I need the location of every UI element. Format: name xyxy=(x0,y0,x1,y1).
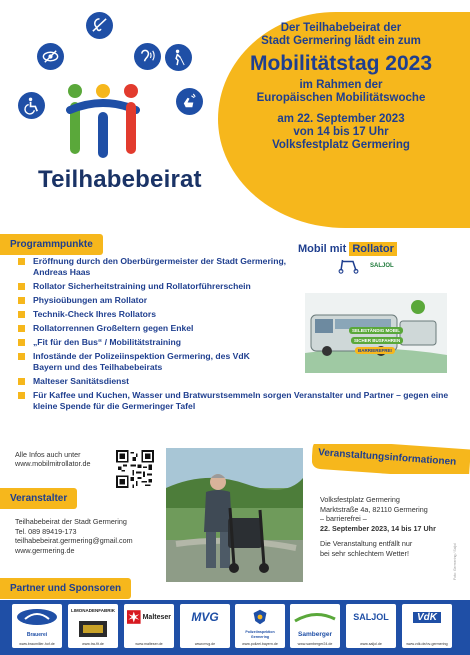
vdk-logo-icon xyxy=(405,607,449,627)
sponsor-name: LIMONADENFABRIK xyxy=(71,608,115,613)
sponsor-polizei[interactable] xyxy=(235,604,285,648)
mobil-mit-rollator-logo xyxy=(298,237,416,279)
hearing-impaired-icon xyxy=(134,43,161,70)
header-line-2: Stadt Germering lädt ein zum xyxy=(261,35,421,47)
header-line-3: im Rahmen der xyxy=(299,79,383,91)
event-info xyxy=(320,495,436,558)
bus-sign-1: SELBSTÄNDIG MOBIL xyxy=(349,327,403,334)
rollator-logo-text-1: Mobil mit xyxy=(298,243,347,255)
photo-credit: Foto: Germering / Saljol xyxy=(453,543,457,580)
bus-sign-3: BARRIEREFREI xyxy=(355,347,395,354)
rollator-icon xyxy=(338,257,368,275)
program-item: „Fit für den Bus“ / Mobilitätstraining xyxy=(18,337,438,348)
info-links xyxy=(15,450,91,468)
header-place: Volksfestplatz Germering xyxy=(272,139,410,151)
event-address: Marktstraße 4a, 82110 Germering xyxy=(320,504,428,514)
info-line: Alle Infos auch unter xyxy=(15,450,81,459)
program-item: Rollatorrennen Großeltern gegen Enkel xyxy=(18,323,438,334)
samberger-logo-icon xyxy=(293,607,337,627)
organizer-email-link[interactable]: teilhabebeirat.germering@gmail.com xyxy=(15,536,133,545)
program-item: Infostände der Polizeiinspektion Germering, des VdK Bayern und des Teilhabebeirats xyxy=(18,351,278,373)
sponsor-name: MVG xyxy=(191,610,219,624)
program-item: Malteser Sanitätsdienst xyxy=(18,376,438,387)
event-weather-1: Die Veranstaltung entfällt nur xyxy=(320,539,413,548)
sponsor-malteser[interactable] xyxy=(124,604,174,648)
sponsors-tab: Partner und Sponsoren xyxy=(0,578,131,599)
header-line-1: Der Teilhabebeirat der xyxy=(280,22,402,34)
program-tab: Programmpunkte xyxy=(0,234,103,255)
organizer-web-link[interactable]: www.germering.de xyxy=(15,545,75,555)
bottle-logo-icon xyxy=(71,619,115,639)
police-badge-icon xyxy=(238,607,282,627)
program-item: Für Kaffee und Kuchen, Wasser und Bratwurstsemmeln sorgen Veranstalter und Partner – gegen eine kleine Spende für die Germeringer Tafel xyxy=(18,390,458,412)
sponsor-name: SALJOL xyxy=(353,612,389,622)
sponsor-mvg[interactable] xyxy=(180,604,230,648)
rollator-logo-title xyxy=(298,243,397,255)
rollator-logo-text-2: Rollator xyxy=(349,242,397,256)
sponsor-limonadenfabrik[interactable] xyxy=(68,604,118,648)
low-vision-icon xyxy=(37,43,64,70)
sponsor-name: Polizeiinspektion Germering xyxy=(245,630,275,639)
sponsor-name: Brauerei xyxy=(26,631,48,638)
header-date: am 22. September 2023 xyxy=(277,113,405,125)
header-time: von 14 bis 17 Uhr xyxy=(293,126,389,138)
sponsor-name: Malteser xyxy=(142,613,171,621)
sponsor-url: www.saljol.de xyxy=(360,642,382,646)
sponsor-saljol[interactable] xyxy=(346,604,396,648)
bus-sign-2: SICHER BUSFAHREN xyxy=(351,337,403,344)
header-line-4: Europäischen Mobilitätswoche xyxy=(256,92,426,104)
sponsor-vdk[interactable] xyxy=(402,604,452,648)
sponsor-samberger[interactable] xyxy=(290,604,340,648)
program-item: Rollator Sicherheitstraining und Rollatorführerschein xyxy=(18,281,308,292)
sponsor-url: www.vdk.de/ov-germering xyxy=(406,642,448,646)
sponsor-url: www.braumiller-hof.de xyxy=(19,642,55,646)
info-url-link[interactable]: www.mobilmitrollator.de xyxy=(15,459,91,468)
organizer-tab: Veranstalter xyxy=(0,488,77,509)
event-place: Volksfestplatz Germering xyxy=(320,495,400,504)
event-datetime: 22. September 2023, 14 bis 17 Uhr xyxy=(320,523,436,533)
mvg-logo-icon xyxy=(183,607,227,627)
program-item: Eröffnung durch den Oberbürgermeister der Stadt Germering, Andreas Haas xyxy=(18,256,288,278)
organizer-name: Teilhabebeirat der Stadt Germering xyxy=(15,517,127,526)
logo-text: Teilhabebeirat xyxy=(38,166,202,193)
blind-person-icon xyxy=(165,44,192,71)
organizer-info xyxy=(15,517,133,555)
organizer-phone[interactable]: Tel. 089 89419-173 xyxy=(15,526,77,536)
saljol-mini-logo: SALJOL xyxy=(370,263,394,269)
program-item: Physioübungen am Rollator xyxy=(18,295,438,306)
program-item: Technik-Check Ihres Rollators xyxy=(18,309,438,320)
sponsor-url: www.malteser.de xyxy=(135,642,163,646)
sponsor-braumiller[interactable] xyxy=(12,604,62,648)
bus-illustration xyxy=(305,293,447,373)
sponsor-url: www.tra-fit.de xyxy=(82,642,104,646)
deaf-icon xyxy=(86,12,113,39)
teilhabebeirat-logo-figure xyxy=(62,82,144,160)
qr-code[interactable] xyxy=(116,450,154,488)
man-with-rollator-photo xyxy=(166,448,303,582)
sponsor-name: VdK xyxy=(413,612,441,623)
brewery-logo-icon xyxy=(15,607,59,627)
header-text xyxy=(222,22,460,152)
sign-language-icon xyxy=(176,88,203,115)
sponsor-url: www.samberger24.de xyxy=(297,642,333,646)
malteser-cross-icon xyxy=(127,607,171,627)
sponsor-url: www.polizei.bayern.de xyxy=(242,642,278,646)
event-title: Mobilitätstag 2023 xyxy=(249,52,433,75)
sponsor-name: Samberger xyxy=(298,630,332,638)
wheelchair-icon xyxy=(18,92,45,119)
event-info-tab: Veranstaltungsinformationen xyxy=(317,447,457,468)
event-barrier: – barrierefrei – xyxy=(320,514,367,523)
event-weather-2: bei sehr schlechtem Wetter! xyxy=(320,548,409,558)
saljol-logo-icon xyxy=(349,607,393,627)
sponsor-url: www.mvg.de xyxy=(194,642,216,646)
